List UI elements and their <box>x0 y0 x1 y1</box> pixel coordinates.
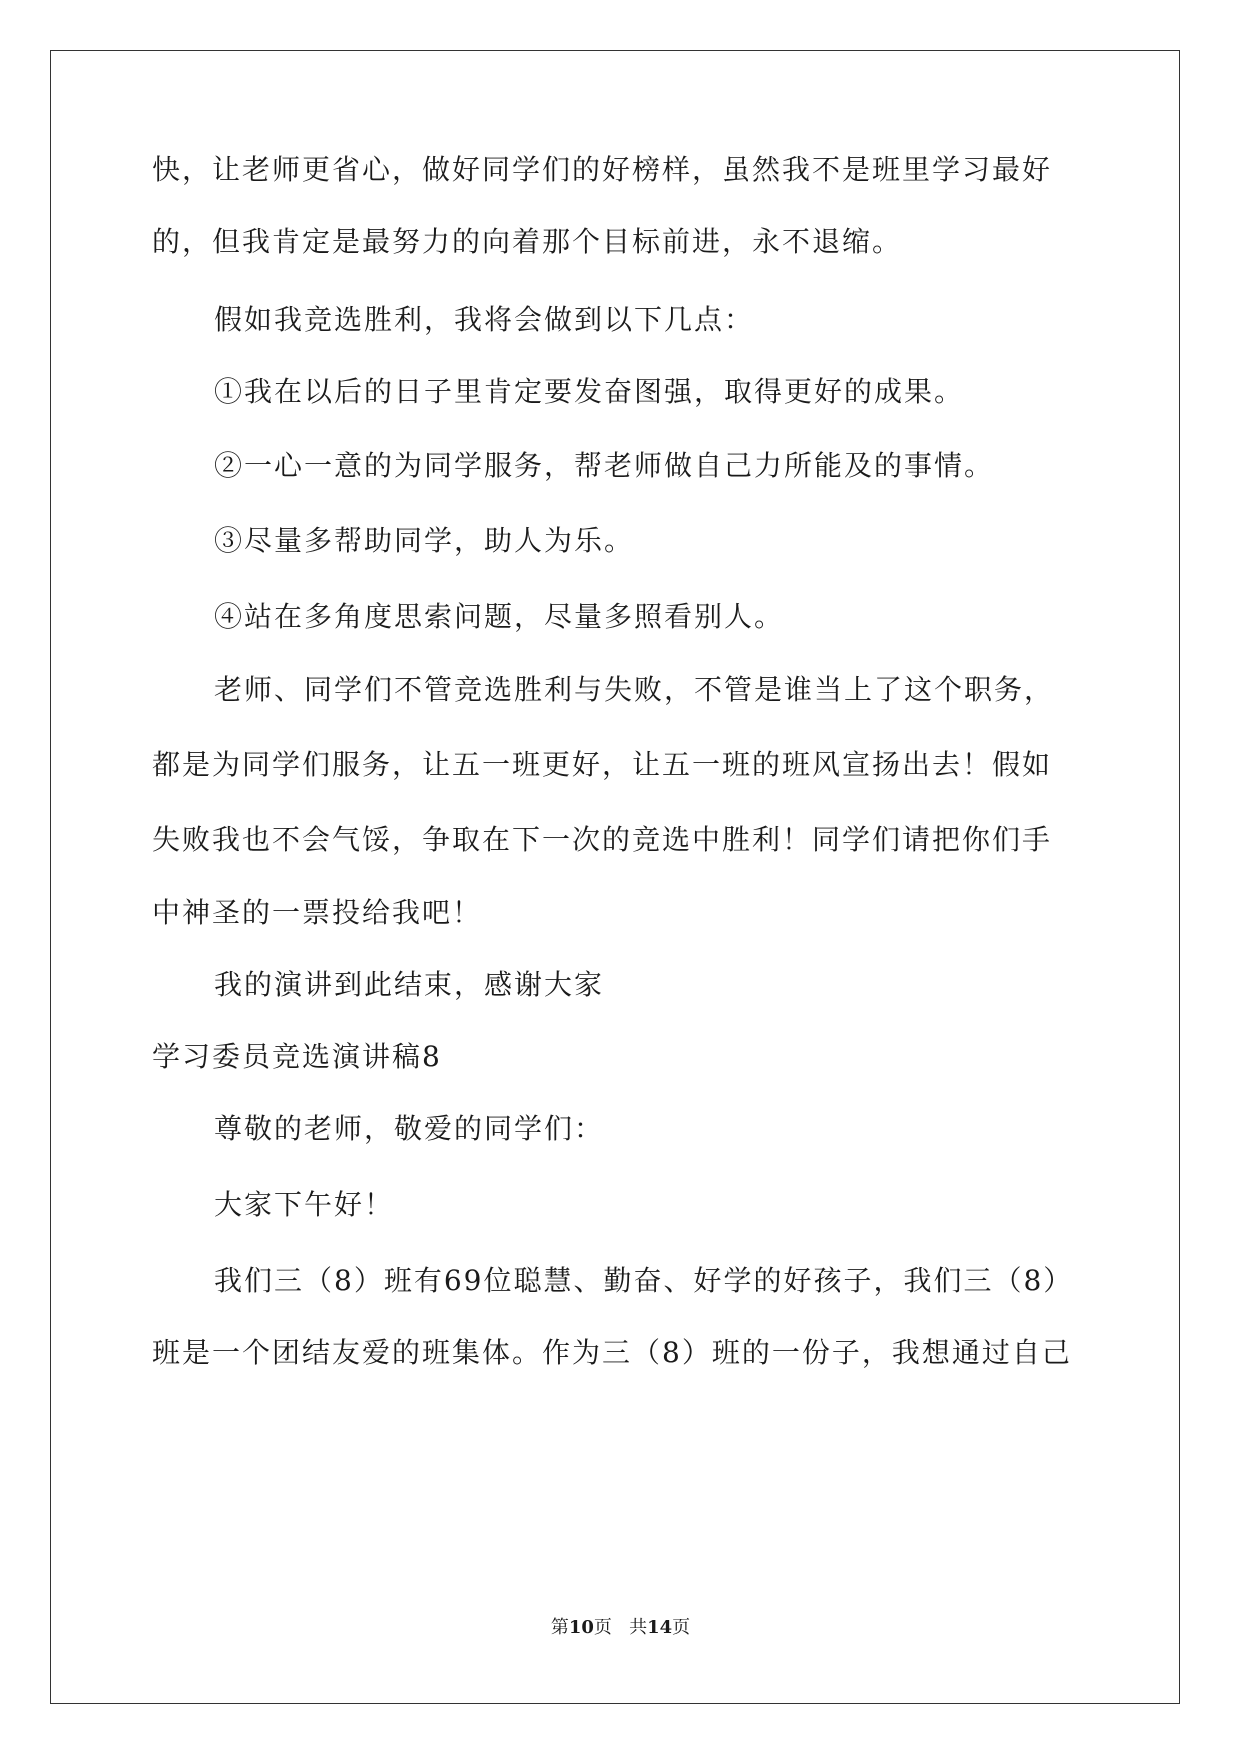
page-footer <box>0 1616 1241 1640</box>
body-line-2: 的，但我肯定是最努力的向着那个目标前进，永不退缩。 <box>152 225 903 258</box>
body-line-16: 我们三（8）班有69位聪慧、勤奋、好学的好孩子，我们三（8） <box>214 1264 1074 1297</box>
list-item-4: ④站在多角度思索问题，尽量多照看别人。 <box>214 600 785 633</box>
footer-page-word: 页 <box>593 1617 612 1638</box>
body-line-12: 我的演讲到此结束，感谢大家 <box>214 968 605 1001</box>
footer-current-page: 10 <box>568 1617 594 1638</box>
body-line-8: 老师、同学们不管竞选胜利与失败，不管是谁当上了这个职务， <box>214 673 1055 706</box>
section-title: 学习委员竞选演讲稿8 <box>152 1040 442 1073</box>
list-item-2: ②一心一意的为同学服务，帮老师做自己力所能及的事情。 <box>214 449 995 482</box>
body-line-9: 都是为同学们服务，让五一班更好，让五一班的班风宣扬出去！假如 <box>152 748 1053 781</box>
body-line-3: 假如我竞选胜利，我将会做到以下几点： <box>214 303 755 336</box>
list-item-1: ①我在以后的日子里肯定要发奋图强，取得更好的成果。 <box>214 375 965 408</box>
body-line-11: 中神圣的一票投给我吧！ <box>152 896 483 929</box>
footer-total-suffix: 页 <box>672 1617 691 1638</box>
list-item-3: ③尽量多帮助同学，助人为乐。 <box>214 524 635 557</box>
footer-prefix: 第 <box>550 1617 569 1638</box>
body-line-1: 快，让老师更省心，做好同学们的好榜样，虽然我不是班里学习最好 <box>152 153 1053 186</box>
salutation: 尊敬的老师，敬爱的同学们： <box>214 1112 605 1145</box>
body-line-10: 失败我也不会气馁，争取在下一次的竞选中胜利！同学们请把你们手 <box>152 823 1053 856</box>
page-frame <box>50 50 1180 1704</box>
body-line-17: 班是一个团结友爱的班集体。作为三（8）班的一份子，我想通过自己 <box>152 1336 1072 1369</box>
footer-total-pages: 14 <box>647 1617 673 1638</box>
footer-total-prefix: 共 <box>629 1617 648 1638</box>
greeting: 大家下午好！ <box>214 1188 395 1221</box>
